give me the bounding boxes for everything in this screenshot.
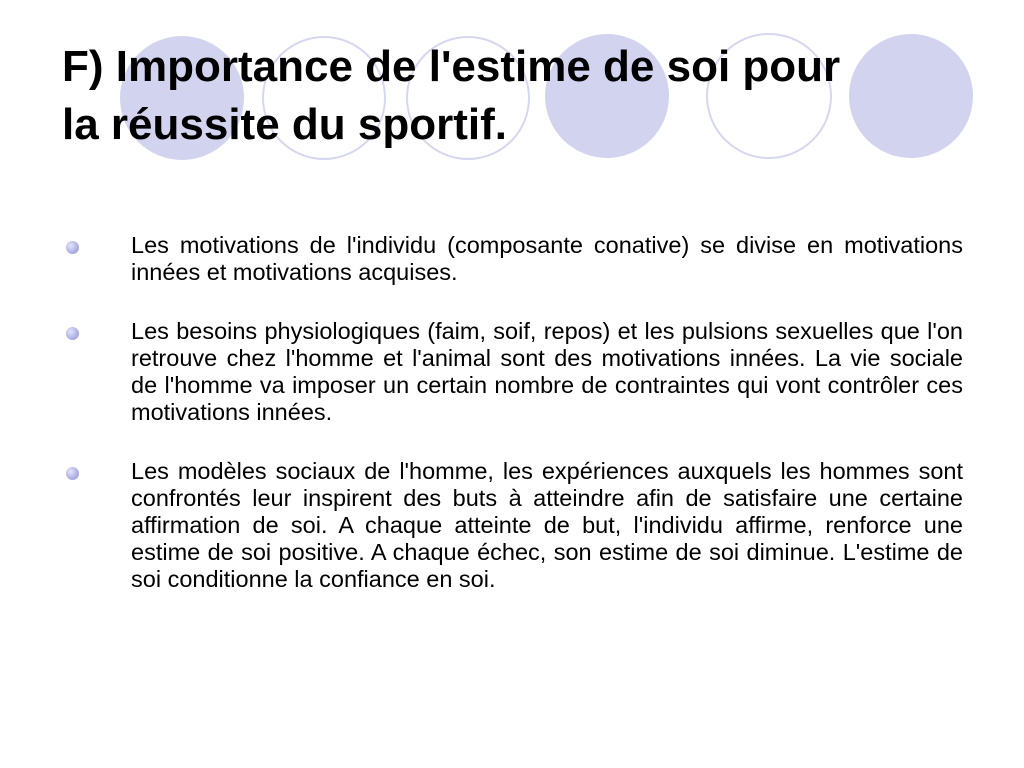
bullet-text: Les motivations de l'individu (composante conative) se divise en motivations innées et motivations acquises. [131,232,963,285]
slide-title [62,38,962,154]
bullet-item [0,318,1024,426]
circle-bullet-icon [66,327,79,340]
bullet-item [0,458,1024,593]
bullet-list [0,232,1024,625]
slide-title-line-1: F) Importance de l'estime de soi pour [62,42,841,91]
circle-bullet-icon [66,467,79,480]
bullet-text: Les besoins physiologiques (faim, soif, repos) et les pulsions sexuelles que l'on retrouve chez l'homme et l'animal sont des motivations innées. La vie sociale de l'homme va imposer un certain nombre de contraintes qui vont contrôler ces motivations innées. [131,318,963,425]
slide-title-line-2: la réussite du sportif. [62,100,507,149]
bullet-item [0,232,1024,286]
circle-bullet-icon [66,241,79,254]
bullet-text: Les modèles sociaux de l'homme, les expériences auxquels les hommes sont confrontés leur inspirent des buts à atteindre afin de satisfaire une certaine affirmation de soi. A chaque atteinte de but, l'individu affirme, renforce une estime de soi positive. A chaque échec, son estime de soi diminue. L'estime de soi conditionne la confiance en soi. [131,458,963,592]
